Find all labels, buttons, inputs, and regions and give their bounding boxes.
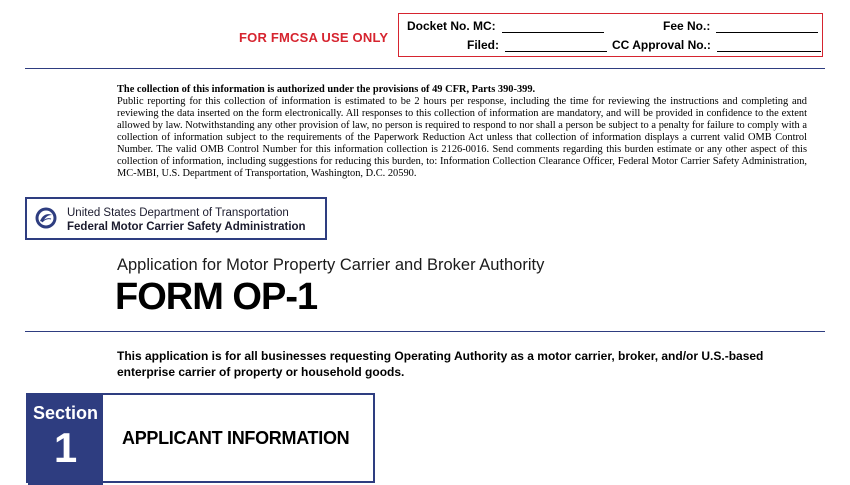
cc-approval-label: CC Approval No.: bbox=[612, 38, 711, 52]
section-header bbox=[26, 393, 375, 483]
docket-input[interactable] bbox=[502, 20, 604, 33]
filed-input[interactable] bbox=[505, 39, 607, 52]
filed-label: Filed: bbox=[467, 38, 499, 52]
filed-field bbox=[467, 38, 607, 52]
fee-input[interactable] bbox=[716, 20, 818, 33]
fee-field bbox=[663, 19, 818, 33]
top-divider bbox=[25, 68, 825, 69]
section-number: 1 bbox=[53, 424, 78, 471]
cc-approval-field bbox=[612, 38, 821, 52]
section-heading: APPLICANT INFORMATION bbox=[122, 428, 350, 448]
section-tab bbox=[28, 395, 103, 485]
form-intro: This application is for all businesses requesting Operating Authority as a motor carrier, broker, and/or U.S.-based enterprise carrier of property or household goods. bbox=[117, 349, 764, 379]
section-word: Section bbox=[32, 403, 98, 423]
dot-logo-icon bbox=[35, 207, 57, 229]
fee-label: Fee No.: bbox=[663, 19, 711, 33]
agency-administration: Federal Motor Carrier Safety Administration bbox=[67, 221, 306, 233]
agency-department: United States Department of Transportation bbox=[67, 207, 289, 219]
notice-body: Public reporting for this collection of information is estimated to be 2 hours per response, including the time for reviewing the instructions and completing and reviewing the data inserted on the form electronically. All responses to this collection of information are mandatory, and will be provided in confidence to the extent allowed by law. Notwithstanding any other provision of law, no person is required to respond to nor shall a person be subject to a penalty for failure to comply with a collection of information subject to the requirements of the Paperwork Reduction Act unless that collection of information displays a current valid OMB Control Number. The valid OMB Control Number for this information collection is 2126-0016. Send comments regarding this burden estimate or any other aspect of this collection of information, including suggestions for reducing this burden, to: Information Collection Clearance Officer, Federal Motor Carrier Safety Administration, MC-MBI, U.S. Department of Transportation, Washington, D.C. 20590. bbox=[117, 96, 807, 179]
form-subtitle: Application for Motor Property Carrier and Broker Authority bbox=[117, 256, 545, 274]
agency-banner bbox=[25, 197, 327, 240]
cc-approval-input[interactable] bbox=[717, 39, 821, 52]
docket-field bbox=[407, 19, 604, 33]
fmcsa-admin-box bbox=[398, 13, 823, 57]
title-divider bbox=[25, 331, 825, 332]
notice-heading: The collection of this information is authorized under the provisions of 49 CFR, Parts 390-399. bbox=[117, 84, 536, 95]
docket-label: Docket No. MC: bbox=[407, 19, 496, 33]
fmcsa-use-only-label: FOR FMCSA USE ONLY bbox=[239, 30, 389, 45]
form-title: FORM OP-1 bbox=[115, 276, 318, 318]
authority-notice bbox=[117, 84, 807, 180]
